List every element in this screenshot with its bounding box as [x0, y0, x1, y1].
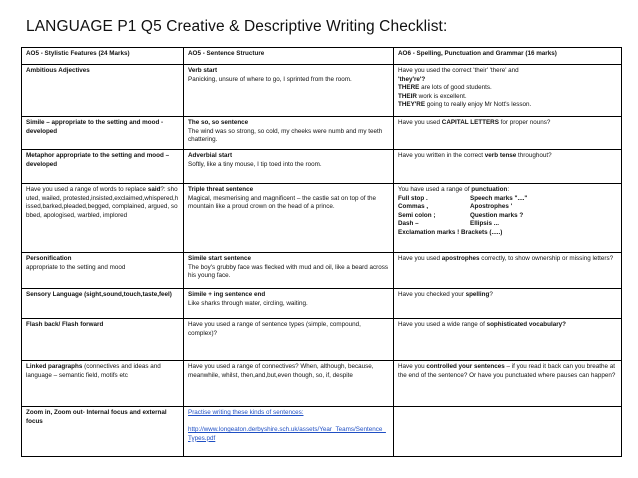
cell-ambitious-adjectives: Ambitious Adjectives — [22, 65, 184, 117]
checklist-table — [21, 47, 622, 457]
cell-flash-back: Flash back/ Flash forward — [22, 319, 184, 361]
table-row — [22, 319, 622, 361]
cell-verb-start: Verb start Panicking, unsure of where to go, I sprinted from the room. — [184, 65, 394, 117]
cell-adverbial-start: Adverbial start Softly, like a tiny mouse, I tip toed into the room. — [184, 150, 394, 184]
cell-verb-tense: Have you written in the correct verb tense throughout? — [394, 150, 622, 184]
table-row — [22, 65, 622, 117]
cell-practise-links — [184, 407, 394, 457]
page-title: LANGUAGE P1 Q5 Creative & Descriptive Writing Checklist: — [26, 18, 448, 35]
cell-so-so-sentence: The so, so sentence The wind was so strong, so cold, my cheeks were numb and my teeth chattering. — [184, 117, 394, 150]
cell-vocabulary: Have you used a wide range of sophisticated vocabulary? — [394, 319, 622, 361]
cell-their-there: Have you used the correct 'their' 'there' and 'they're'? THERE are lots of good students. THEIR work is excellent. THEY'RE going to really enjoy Mr Nott's lesson. — [394, 65, 622, 117]
table-row — [22, 117, 622, 150]
header-ao5-stylistic: AO5 - Stylistic Features (24 Marks) — [22, 48, 184, 65]
table-row — [22, 289, 622, 319]
header-ao6-spag: AO6 - Spelling, Punctuation and Grammar (16 marks) — [394, 48, 622, 65]
cell-capital-letters: Have you used CAPITAL LETTERS for proper nouns? — [394, 117, 622, 150]
table-row — [22, 150, 622, 184]
cell-connectives: Have you used a range of connectives? When, although, because, meanwhile, whilst, then,and,but,even though, so, if, despite — [184, 361, 394, 407]
cell-simile-start: Simile start sentence The boy's grubby face was flecked with mud and oil, like a beard across his young face. — [184, 253, 394, 289]
punctuation-list: Full stop . Speech marks "...." Commas , Apostrophes ' Semi colon ; Question marks ? Dash – Ellipsis ... — [398, 194, 528, 228]
cell-zoom-in-out: Zoom in, Zoom out- Internal focus and external focus — [22, 407, 184, 457]
header-ao5-sentence: AO5 - Sentence Structure — [184, 48, 394, 65]
cell-linked-paragraphs: Linked paragraphs (connectives and ideas and language – semantic field, motifs etc — [22, 361, 184, 407]
cell-apostrophes: Have you used apostrophes correctly, to show ownership or missing letters? — [394, 253, 622, 289]
cell-controlled-sentences: Have you controlled your sentences – if you read it back can you breathe at the end of the sentence? Or have you punctuated where pauses can happen? — [394, 361, 622, 407]
table-row — [22, 407, 622, 457]
cell-metaphor: Metaphor appropriate to the setting and mood – developed — [22, 150, 184, 184]
cell-said-alternatives: Have you used a range of words to replace said?: shouted, wailed, protested,insisted,exclaimed,whispered,hissed,barked,pleaded,begged, complained, argued, sobbed, apologised, warbled, implored — [22, 184, 184, 253]
sentence-types-link[interactable]: http://www.longeaton.derbyshire.sch.uk/assets/Year_Teams/Sentence_Types.pdf — [188, 426, 386, 442]
table-row — [22, 361, 622, 407]
practise-link[interactable]: Practise writing these kinds of sentences: — [188, 409, 304, 416]
cell-triple-threat: Triple threat sentence Magical, mesmerising and magnificent – the castle sat on top of the mountain like a proud crown on the head of a prince. — [184, 184, 394, 253]
cell-punctuation: You have used a range of punctuation: Full stop . Speech marks "...." Commas , Apostrophes ' Semi colon ; Question marks ? Dash – Ellipsis ... Exclamation marks ! Brackets (.....) — [394, 184, 622, 253]
cell-simile-ing: Simile + ing sentence end Like sharks through water, circling, waiting. — [184, 289, 394, 319]
cell-personification: Personification appropriate to the setting and mood — [22, 253, 184, 289]
table-row — [22, 184, 622, 253]
cell-spelling: Have you checked your spelling? — [394, 289, 622, 319]
table-row — [22, 253, 622, 289]
table-header-row — [22, 48, 622, 65]
cell-sentence-types: Have you used a range of sentence types (simple, compound, complex)? — [184, 319, 394, 361]
cell-empty — [394, 407, 622, 457]
cell-sensory-language: Sensory Language (sight,sound,touch,taste,feel) — [22, 289, 184, 319]
cell-simile: Simile – appropriate to the setting and mood - developed — [22, 117, 184, 150]
